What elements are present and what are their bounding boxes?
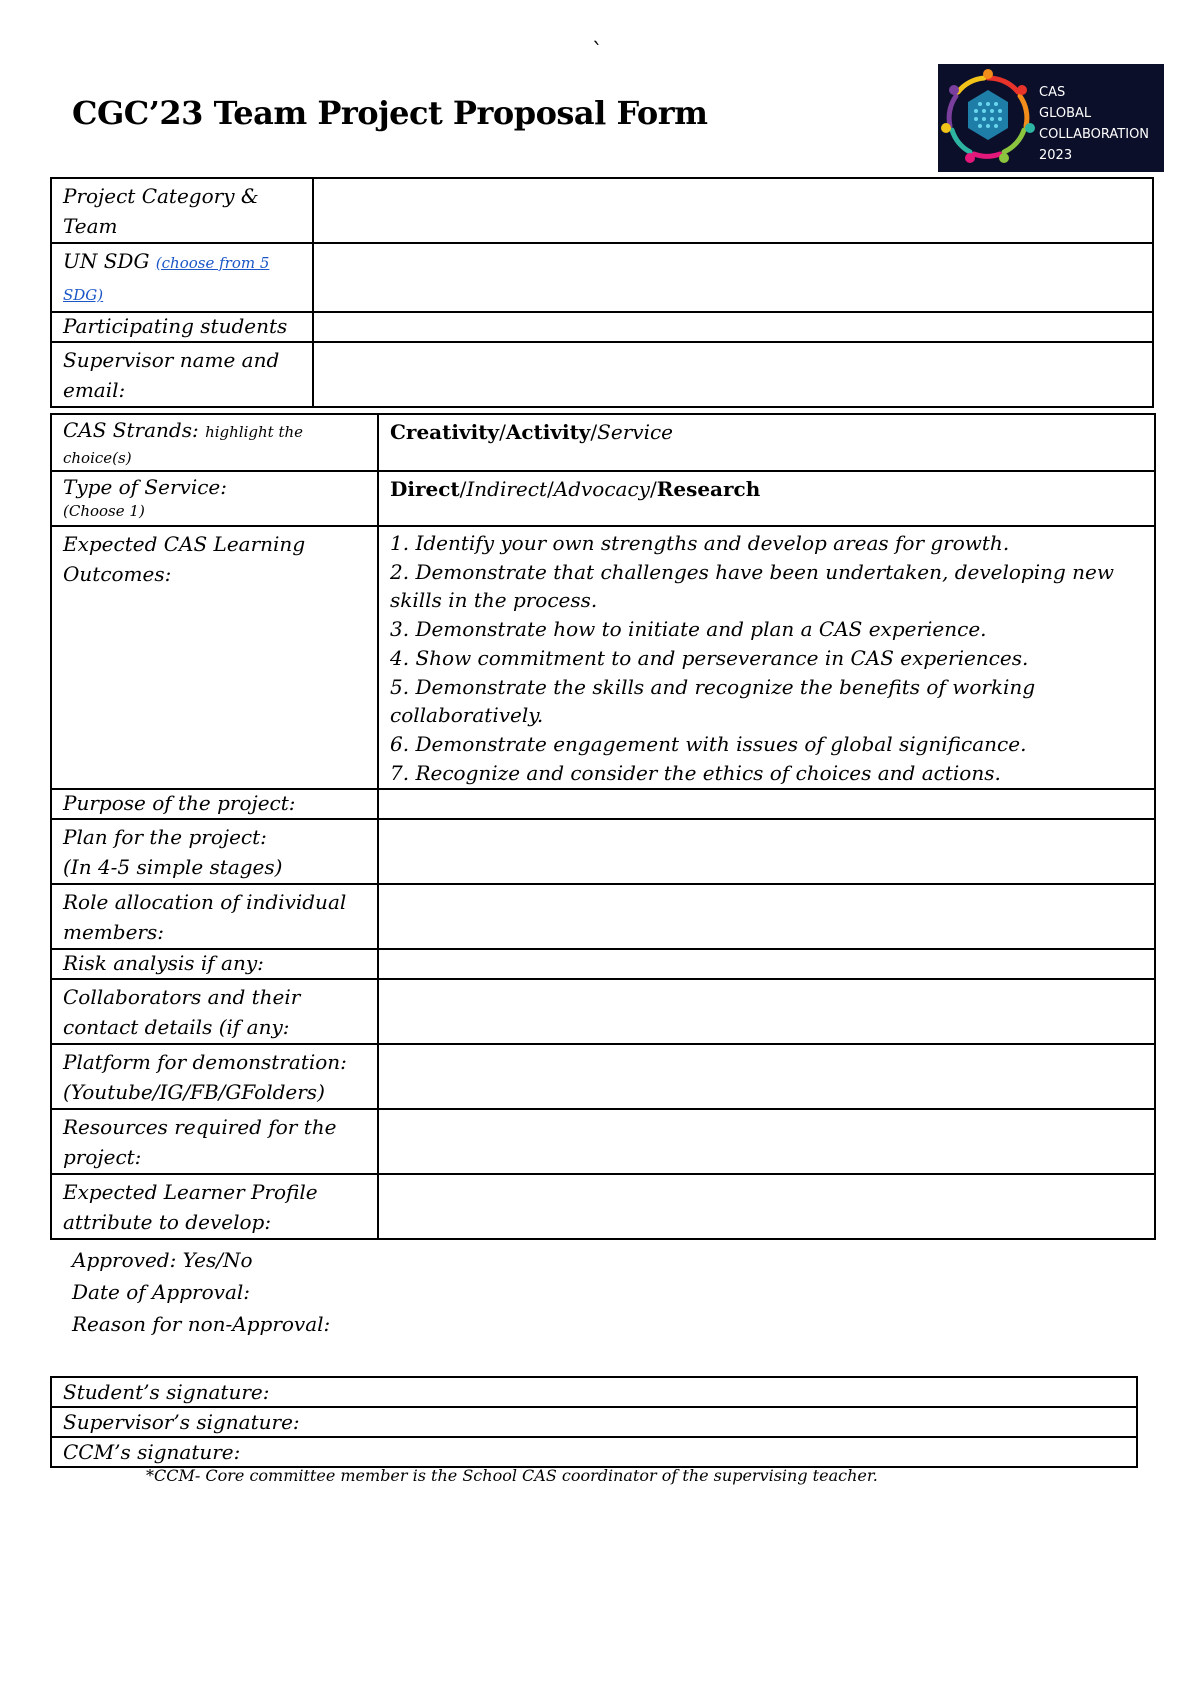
table-row [51, 312, 1153, 342]
non-approval-reason: Reason for non-Approval: [72, 1312, 331, 1336]
ccm-footnote: *CCM- Core committee member is the School CAS coordinator of the supervising teacher. [146, 1466, 878, 1485]
table-row [51, 1377, 1137, 1407]
option-separator: / [590, 420, 598, 444]
table-row [51, 414, 1155, 471]
table-row [51, 526, 1155, 789]
cas-strands-label: CAS Strands: [63, 418, 199, 442]
collaborators-label: Collaborators and their contact details (if any: [51, 979, 378, 1044]
approval-date: Date of Approval: [72, 1280, 250, 1304]
cas-strands-cell [51, 414, 378, 471]
table-row [51, 1437, 1137, 1467]
collaborators-field[interactable] [378, 979, 1155, 1044]
logo-line: CAS [1039, 85, 1066, 100]
roles-label: Role allocation of individual members: [51, 884, 378, 949]
logo-line: 2023 [1039, 148, 1073, 163]
table-row [51, 342, 1153, 407]
participating-students-label: Participating students [51, 312, 313, 342]
people-circle-icon [938, 64, 1038, 172]
service-option[interactable]: Service [597, 420, 674, 444]
activity-option[interactable]: Activity [505, 420, 591, 444]
type-of-service-label: Type of Service: [63, 475, 228, 499]
plan-cell [51, 819, 378, 884]
list-item: 2. Demonstrate that challenges have been undertaken, developing new skills in the process. [390, 559, 1114, 613]
type-of-service-choices [378, 471, 1155, 526]
type-of-service-cell [51, 471, 378, 526]
table-row [51, 819, 1155, 884]
plan-label: Plan for the project: [63, 825, 267, 850]
cas-strands-choices [378, 414, 1155, 471]
table-row [51, 1044, 1155, 1109]
choose-sdg-link[interactable]: (choose from 5 SDG) [63, 254, 270, 304]
cas-strands-hint: highlight the choice(s) [63, 423, 304, 467]
table-row [51, 789, 1155, 819]
table-row [51, 471, 1155, 526]
learning-outcomes-list [378, 526, 1155, 789]
logo-line: GLOBAL [1039, 106, 1092, 121]
page-title: CGC’23 Team Project Proposal Form [72, 94, 708, 132]
learner-profile-label: Expected Learner Profile attribute to develop: [51, 1174, 378, 1239]
platform-label: Platform for demonstration: [63, 1050, 347, 1075]
table-row [51, 1109, 1155, 1174]
list-item: 6. Demonstrate engagement with issues of global significance. [390, 731, 1027, 756]
purpose-field[interactable] [378, 789, 1155, 819]
un-sdg-cell [51, 243, 313, 312]
list-item: 7. Recognize and consider the ethics of choices and actions. [390, 760, 1001, 785]
advocacy-option[interactable]: Advocacy [553, 477, 650, 501]
research-option[interactable]: Research [656, 477, 761, 501]
logo-line: COLLABORATION [1039, 127, 1150, 142]
table-row [51, 884, 1155, 949]
supervisor-label: Supervisor name and email: [51, 342, 313, 407]
un-sdg-label: UN SDG [63, 249, 150, 273]
table-row [51, 1174, 1155, 1239]
learner-profile-field[interactable] [378, 1174, 1155, 1239]
table-row [51, 979, 1155, 1044]
plan-hint: (In 4-5 simple stages) [63, 855, 283, 880]
project-details-table [50, 413, 1156, 1240]
plan-field[interactable] [378, 819, 1155, 884]
student-signature-field[interactable]: Student’s signature: [51, 1377, 1137, 1407]
platform-hint: (Youtube/IG/FB/GFolders) [63, 1080, 325, 1105]
logo-text [1039, 82, 1149, 166]
learning-outcomes-label: Expected CAS Learning Outcomes: [51, 526, 378, 789]
list-item: 1. Identify your own strengths and develop areas for growth. [390, 531, 1010, 555]
cas-global-collaboration-logo [938, 64, 1164, 172]
supervisor-field[interactable] [313, 342, 1153, 407]
header-tick-mark: ` [592, 40, 603, 65]
risk-label: Risk analysis if any: [51, 949, 378, 979]
table-row [51, 949, 1155, 979]
indirect-option[interactable]: Indirect [466, 477, 547, 501]
roles-field[interactable] [378, 884, 1155, 949]
table-row [51, 178, 1153, 243]
un-sdg-field[interactable] [313, 243, 1153, 312]
table-row [51, 243, 1153, 312]
team-info-table [50, 177, 1154, 408]
option-separator: / [459, 477, 467, 501]
creativity-option[interactable]: Creativity [390, 420, 500, 444]
project-category-field[interactable] [313, 178, 1153, 243]
resources-field[interactable] [378, 1109, 1155, 1174]
list-item: 3. Demonstrate how to initiate and plan a CAS experience. [390, 617, 987, 642]
platform-cell [51, 1044, 378, 1109]
approval-section [72, 1244, 330, 1340]
participating-students-field[interactable] [313, 312, 1153, 342]
option-separator: / [649, 477, 657, 501]
purpose-label: Purpose of the project: [51, 789, 378, 819]
ccm-signature-field[interactable]: CCM’s signature: [51, 1437, 1137, 1467]
resources-label: Resources required for the project: [51, 1109, 378, 1174]
list-item: 5. Demonstrate the skills and recognize the benefits of working collaboratively. [390, 674, 1036, 728]
risk-field[interactable] [378, 949, 1155, 979]
project-category-label: Project Category & Team [51, 178, 313, 243]
list-item: 4. Show commitment to and perseverance in CAS experiences. [390, 645, 1029, 670]
direct-option[interactable]: Direct [390, 477, 460, 501]
option-separator: / [499, 420, 506, 444]
approved-status: Approved: Yes/No [72, 1248, 253, 1272]
signatures-table [50, 1376, 1138, 1468]
type-of-service-hint: (Choose 1) [63, 502, 145, 520]
platform-field[interactable] [378, 1044, 1155, 1109]
option-separator: / [547, 477, 554, 501]
supervisor-signature-field[interactable]: Supervisor’s signature: [51, 1407, 1137, 1437]
table-row [51, 1407, 1137, 1437]
